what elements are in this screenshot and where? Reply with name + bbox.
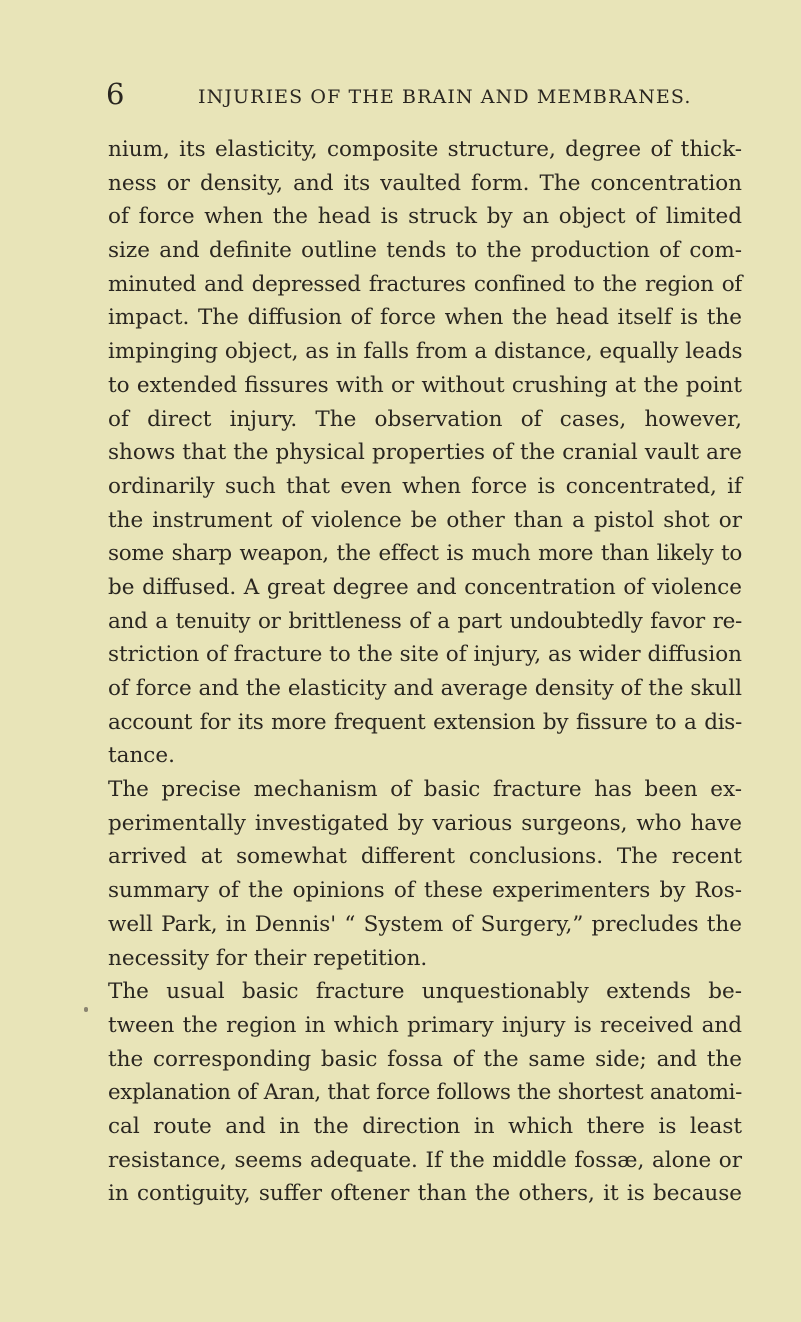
running-head: INJURIES OF THE BRAIN AND MEMBRANES. [198, 86, 692, 108]
text-line: be diffused. A great degree and concentration of violence [108, 574, 742, 600]
text-line: to extended fissures with or without crushing at the point [108, 372, 742, 398]
margin-ink-mark [84, 1007, 88, 1012]
text-line: ness or density, and its vaulted form. The concentration [108, 170, 742, 196]
text-line: in contiguity, suffer oftener than the others, it is because [108, 1181, 742, 1207]
text-line: of direct injury. The observation of cases, however, [108, 406, 742, 432]
text-line: tance. [108, 743, 175, 769]
page-header [106, 74, 692, 114]
text-line: explanation of Aran, that force follows the shortest anatomi- [108, 1080, 742, 1106]
text-line: impinging object, as in falls from a distance, equally leads [108, 339, 743, 365]
text-line: size and definite outline tends to the production of com- [108, 238, 742, 264]
text-line: striction of fracture to the site of injury, as wider diffusion [108, 642, 742, 668]
text-line: some sharp weapon, the effect is much more than likely to [108, 541, 742, 567]
text-line: the corresponding basic fossa of the same side; and the [108, 1046, 742, 1072]
text-line: well Park, in Dennis' “ System of Surgery,” precludes the [108, 911, 742, 937]
text-line: ordinarily such that even when force is concentrated, if [108, 473, 742, 499]
text-line: of force and the elasticity and average density of the skull [108, 676, 742, 701]
page-number: 6 [106, 77, 125, 111]
text-line: shows that the physical properties of the cranial vault are [108, 440, 742, 466]
paragraph-first-line: The usual basic fracture unquestionably extends be- [108, 979, 742, 1005]
text-line: and a tenuity or brittleness of a part undoubtedly favor re- [108, 608, 742, 634]
text-line: tween the region in which primary injury is received and [108, 1012, 742, 1038]
paragraph-first-line: The precise mechanism of basic fracture has been ex- [108, 777, 742, 803]
text-line: perimentally investigated by various surgeons, who have [108, 810, 742, 836]
text-line: nium, its elasticity, composite structure, degree of thick- [108, 137, 742, 162]
text-line: impact. The diffusion of force when the head itself is the [108, 305, 742, 331]
text-line: the instrument of violence be other than a pistol shot or [108, 507, 742, 533]
text-line: arrived at somewhat different conclusions. The recent [108, 844, 742, 870]
text-line: resistance, seems adequate. If the middle fossæ, alone or [108, 1147, 742, 1173]
text-line: cal route and in the direction in which there is least [108, 1113, 742, 1139]
text-line: summary of the opinions of these experimenters by Ros- [108, 878, 742, 904]
text-line: of force when the head is struck by an object of limited [108, 204, 742, 230]
text-line: account for its more frequent extension by fissure to a dis- [108, 709, 742, 735]
body-text [108, 133, 742, 1211]
text-line: necessity for their repetition. [108, 945, 428, 971]
text-line: minuted and depressed fractures confined to the region of [108, 271, 742, 297]
